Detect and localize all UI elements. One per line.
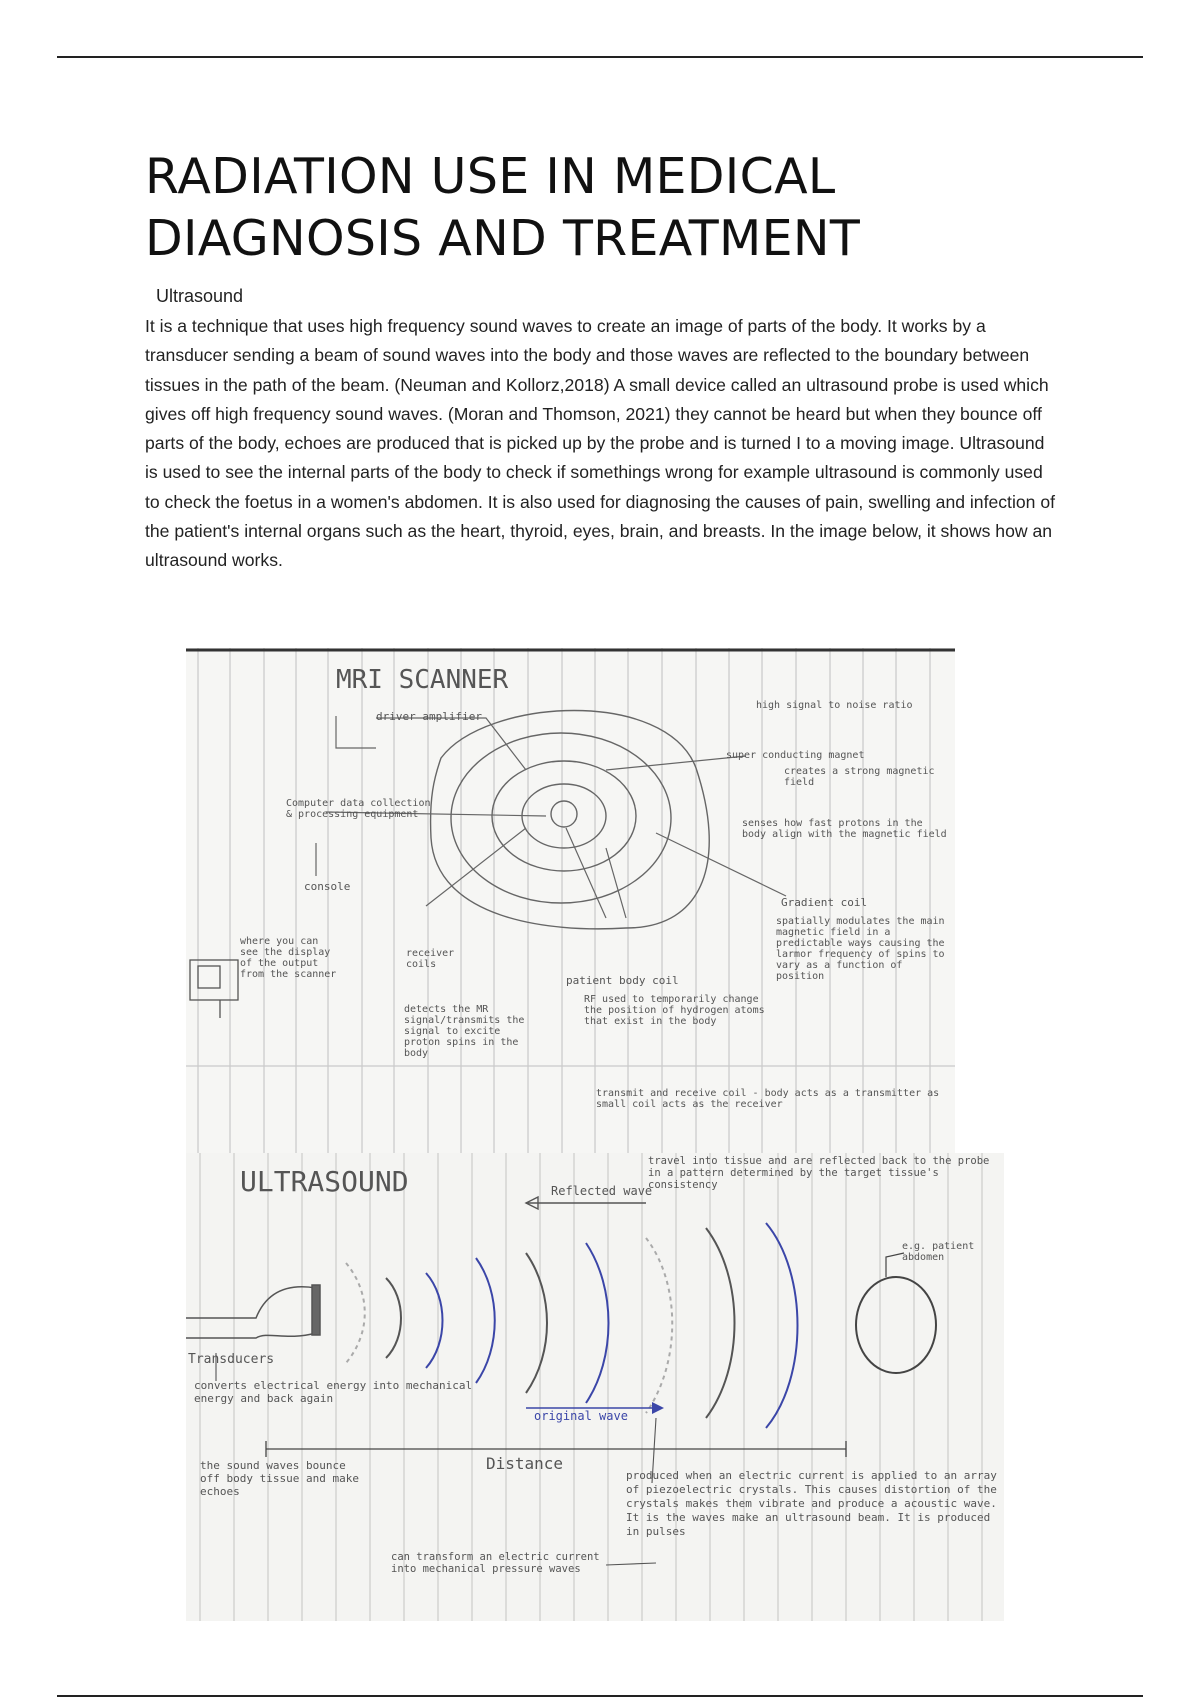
- top-rule: [57, 56, 1143, 58]
- us-label-original-wave: original wave: [534, 1409, 628, 1423]
- mri-label-transmit: transmit and receive coil - body acts as a transmitter as small coil acts as the receiver: [596, 1088, 940, 1110]
- mri-label-senses: senses how fast protons in the body align with the magnetic field: [742, 818, 947, 840]
- us-label-can-transform: can transform an electric current into mechanical pressure waves: [391, 1551, 600, 1575]
- mri-label-receiver: receiver coils: [406, 948, 455, 970]
- mri-label-rf: RF used to temporarily change the position of hydrogen atoms that exist in the body: [584, 994, 765, 1027]
- mri-label-computer: Computer data collection & processing equipment: [286, 798, 431, 820]
- section-heading-ultrasound: Ultrasound: [156, 286, 244, 306]
- mri-label-detects: detects the MR signal/transmits the signal to excite proton spins in the body: [404, 1004, 525, 1059]
- mri-label-driver-amplifier: driver amplifier: [376, 710, 482, 723]
- mri-label-high-signal: high signal to noise ratio: [756, 700, 913, 711]
- mri-label-super-conducting: super conducting magnet: [726, 750, 865, 761]
- bottom-rule: [57, 1695, 1143, 1697]
- us-label-sound-waves: the sound waves bounce off body tissue and make echoes: [200, 1459, 359, 1498]
- mri-title: MRI SCANNER: [336, 665, 509, 695]
- us-label-patient-abdomen: e.g. patient abdomen: [902, 1241, 975, 1263]
- us-label-distance: Distance: [486, 1454, 564, 1473]
- mri-label-gradient: Gradient coil: [781, 896, 868, 909]
- ultrasound-title: ULTRASOUND: [240, 1165, 409, 1198]
- us-label-converts: converts electrical energy into mechanical energy and back again: [194, 1379, 473, 1405]
- ultrasound-sketch-image: [186, 1153, 1004, 1621]
- mri-label-where-you: where you can see the display of the output from the scanner: [240, 936, 337, 980]
- mri-label-patient-body-coil: patient body coil: [566, 974, 679, 987]
- us-label-produced: produced when an electric current is applied to an array of piezoelectric crystals. This causes distortion of the crystals makes them vibrate and produce a acoustic wave. It is the waves make an ultrasound beam. It is produced in pulses: [626, 1469, 997, 1538]
- ultrasound-paragraph: It is a technique that uses high frequency sound waves to create an image of parts of the body. It works by a transducer sending a beam of sound waves into the body and those waves are reflected to the boundary between tissues in the path of the beam. (Neuman and Kollorz,2018) A small device called an ultrasound probe is used which gives off high frequency sound waves. (Moran and Thomson, 2021) they cannot be heard but when they bounce off parts of the body, echoes are produced that is picked up by the probe and is turned I to a moving image. Ultrasound is used to see the internal parts of the body to check if somethings wrong for example ultrasound is commonly used to check the foetus in a women's abdomen. It is also used for diagnosing the causes of pain, swelling and infection of the patient's internal organs such as the heart, thyroid, eyes, brain, and breasts. In the image below, it shows how an ultrasound works.: [145, 316, 1055, 571]
- mri-scanner-sketch-image: [186, 648, 955, 1153]
- us-label-travel: travel into tissue and are reflected back to the probe in a pattern determined by the target tissue's consistency: [648, 1155, 990, 1191]
- us-label-reflected-wave: Reflected wave: [551, 1184, 653, 1198]
- mri-label-creates-field: creates a strong magnetic field: [784, 766, 935, 788]
- us-label-transducers: Transducers: [188, 1352, 275, 1367]
- mri-label-spatially: spatially modulates the main magnetic field in a predictable ways causing the larmor frequency of spins to vary as a function of position: [776, 916, 945, 982]
- mri-label-console: console: [304, 880, 351, 893]
- document-title: RADIATION USE IN MEDICAL DIAGNOSIS AND TREATMENT: [145, 148, 861, 267]
